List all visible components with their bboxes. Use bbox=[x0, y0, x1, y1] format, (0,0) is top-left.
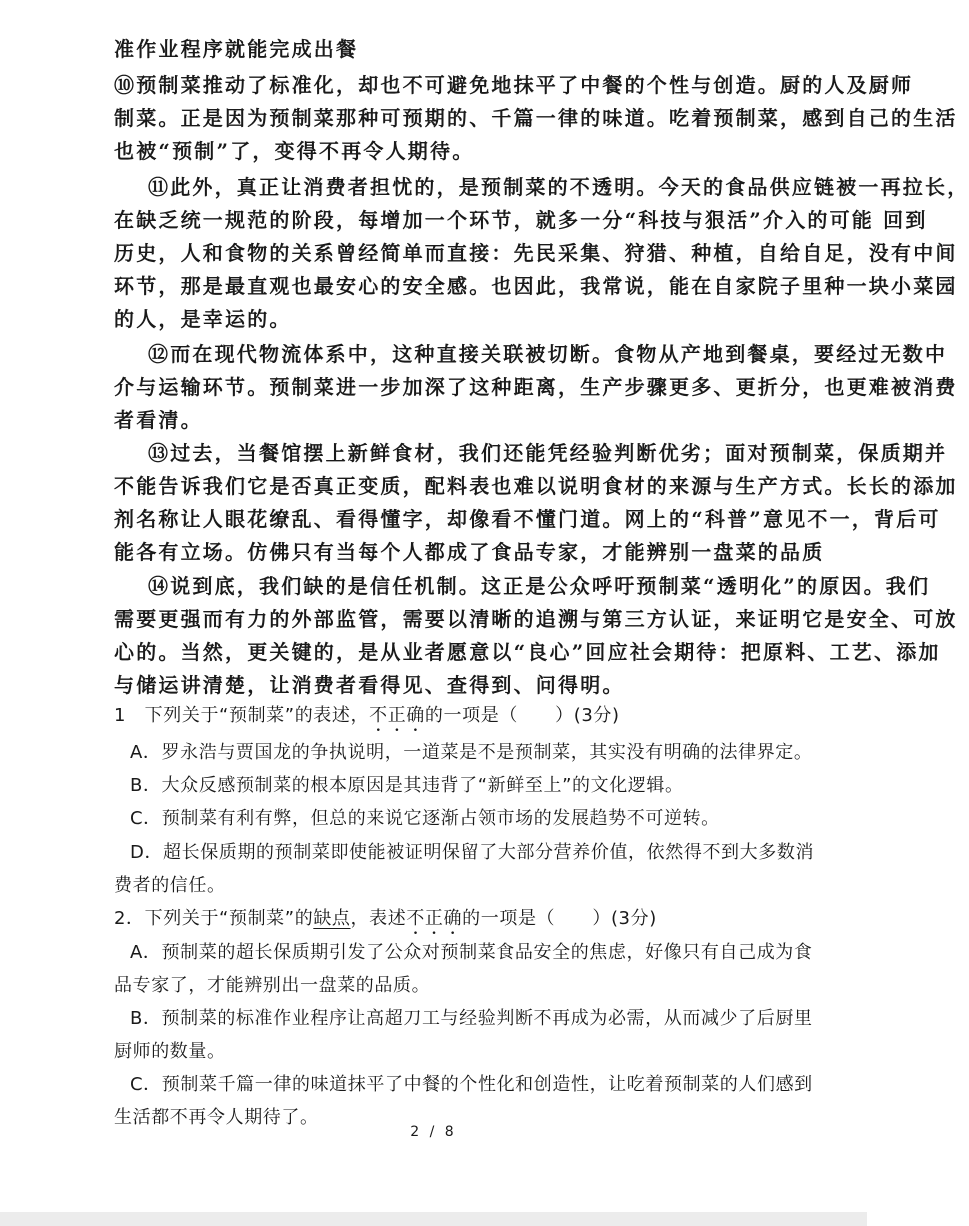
header-fragment: 准作业程序就能完成出餐 bbox=[114, 37, 359, 61]
question-2-option-a-line-2: 品专家了，才能辨别出一盘菜的品质。 bbox=[114, 975, 431, 996]
question-1-stem-emphasis: 不正确 bbox=[369, 705, 425, 726]
paragraph-13-line-1: ⑬过去，当餐馆摆上新鲜食材，我们还能凭经验判断优劣；面对预制菜，保质期并 bbox=[148, 441, 948, 465]
question-2-stem-post: 的一项是（ ）(3分) bbox=[462, 908, 657, 929]
question-1-stem bbox=[114, 703, 620, 736]
paragraph-14-line-2: 需要更强而有力的外部监管，需要以清晰的追溯与第三方认证，来证明它是安全、可放 bbox=[114, 607, 958, 631]
question-1-option-a: A．罗永浩与贾国龙的争执说明，一道菜是不是预制菜，其实没有明确的法律界定。 bbox=[130, 742, 813, 763]
question-2-option-a-line-1: A．预制菜的超长保质期引发了公众对预制菜食品安全的焦虑，好像只有自己成为食 bbox=[130, 942, 813, 963]
question-2-stem-emphasis: 不正确 bbox=[406, 908, 463, 929]
paragraph-11-line-3: 历史，人和食物的关系曾经简单而直接：先民采集、狩猎、种植，自给自足，没有中间 bbox=[114, 241, 958, 265]
page-number: 2 / 8 bbox=[410, 1124, 457, 1140]
paragraph-13-line-3: 剂名称让人眼花缭乱、看得懂字，却像看不懂门道。网上的“科普”意见不一，背后可 bbox=[114, 507, 941, 531]
question-1-option-b: B．大众反感预制菜的根本原因是其违背了“新鲜至上”的文化逻辑。 bbox=[130, 775, 684, 796]
question-1-option-d-line-1: D．超长保质期的预制菜即使能被证明保留了大部分营养价值，依然得不到大多数消 bbox=[130, 842, 815, 863]
paragraph-11-line-5: 的人，是幸运的。 bbox=[114, 307, 292, 331]
scan-bottom-edge bbox=[0, 1212, 867, 1226]
question-1-option-c: C．预制菜有利有弊，但总的来说它逐渐占领市场的发展趋势不可逆转。 bbox=[130, 808, 720, 829]
paragraph-10-line-1: ⑩预制菜推动了标准化，却也不可避免地抹平了中餐的个性与创造。厨的人及厨师 bbox=[114, 73, 914, 97]
question-2-stem bbox=[114, 906, 657, 939]
paragraph-10-line-2: 制菜。正是因为预制菜那种可预期的、千篇一律的味道。吃着预制菜，感到自己的生活 bbox=[114, 106, 958, 130]
question-2-option-b-line-2: 厨师的数量。 bbox=[114, 1041, 226, 1062]
question-1-stem-pre: 1 下列关于“预制菜”的表述， bbox=[114, 705, 370, 726]
paragraph-13-line-2: 不能告诉我们它是否真正变质，配料表也难以说明食材的来源与生产方式。长长的添加 bbox=[114, 474, 958, 498]
paragraph-13-line-4: 能各有立场。仿佛只有当每个人都成了食品专家，才能辨别一盘菜的品质 bbox=[114, 540, 825, 564]
paragraph-14-line-3: 心的。当然，更关键的，是从业者愿意以“良心”回应社会期待：把原料、工艺、添加 bbox=[114, 640, 941, 664]
paragraph-11-line-4: 环节，那是最直观也最安心的安全感。也因此，我常说，能在自家院子里种一块小菜园 bbox=[114, 274, 958, 298]
question-1-stem-post: 的一项是（ ）(3分) bbox=[424, 705, 620, 726]
question-2-stem-pre: 2．下列关于“预制菜”的 bbox=[114, 908, 314, 929]
paragraph-14-line-4: 与储运讲清楚，让消费者看得见、查得到、问得明。 bbox=[114, 673, 625, 697]
question-1-option-d-line-2: 费者的信任。 bbox=[114, 875, 226, 896]
paragraph-11-line-1: ⑪此外，真正让消费者担忧的，是预制菜的不透明。今天的食品供应链被一再拉长， bbox=[148, 175, 969, 199]
paragraph-12-line-2: 介与运输环节。预制菜进一步加深了这种距离，生产步骤更多、更折分，也更难被消费 bbox=[114, 375, 958, 399]
paragraph-14-line-1: ⑭说到底，我们缺的是信任机制。这正是公众呼吁预制菜“透明化”的原因。我们 bbox=[148, 574, 931, 598]
question-2-option-c-line-1: C．预制菜千篇一律的味道抹平了中餐的个性化和创造性，让吃着预制菜的人们感到 bbox=[130, 1074, 813, 1095]
question-2-option-b-line-1: B．预制菜的标准作业程序让高超刀工与经验判断不再成为必需，从而减少了后厨里 bbox=[130, 1008, 813, 1029]
question-2-stem-underline: 缺点 bbox=[313, 908, 351, 929]
paragraph-12-line-3: 者看清。 bbox=[114, 408, 203, 432]
paragraph-10-line-3: 也被“预制”了，变得不再令人期待。 bbox=[114, 139, 475, 163]
question-2-option-c-line-2: 生活都不再令人期待了。 bbox=[114, 1107, 319, 1128]
paragraph-12-line-1: ⑫而在现代物流体系中，这种直接关联被切断。食物从产地到餐桌，要经过无数中 bbox=[148, 342, 948, 366]
question-2-stem-mid: ，表述 bbox=[350, 908, 407, 929]
paragraph-11-line-2: 在缺乏统一规范的阶段，每增加一个环节，就多一分“科技与狠活”介入的可能 回到 bbox=[114, 208, 928, 232]
